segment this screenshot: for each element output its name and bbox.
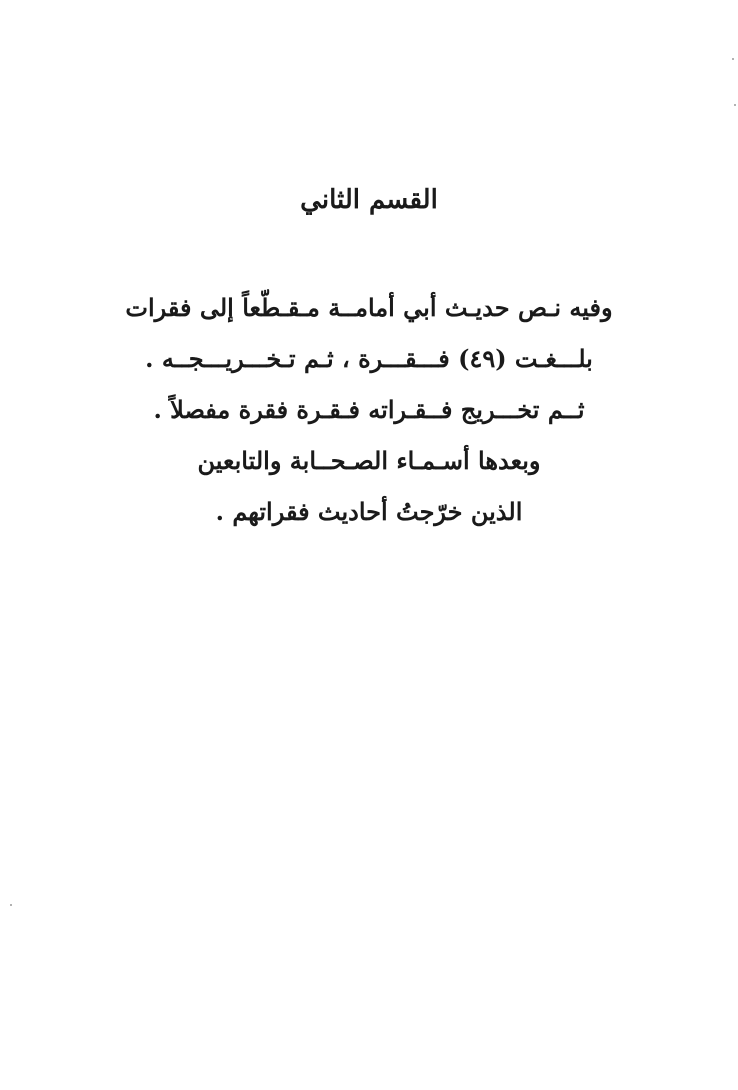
description-line-4: وبعدها أسـمـاء الصـحــابة والتابعين <box>197 446 541 475</box>
section-description <box>100 282 638 537</box>
description-line-2: بلـــغـت (٤٩) فـــقـــرة ، ثـم تـخـــريـــجــه . <box>145 344 593 373</box>
section-title: القسم الثاني <box>300 185 438 215</box>
description-line-1: وفيه نـص حديـث أبي أمامــة مـقـطّعاً إلى فقرات <box>125 293 613 322</box>
scan-speck <box>10 904 12 906</box>
description-line-3: ثــم تخـــريج فــقـراته فـقـرة فقرة مفصلاً . <box>153 395 585 424</box>
description-line-5: الذين خرّجتُ أحاديث فقراتهم . <box>215 497 523 526</box>
scan-speck <box>734 104 736 106</box>
scan-speck <box>732 58 734 60</box>
